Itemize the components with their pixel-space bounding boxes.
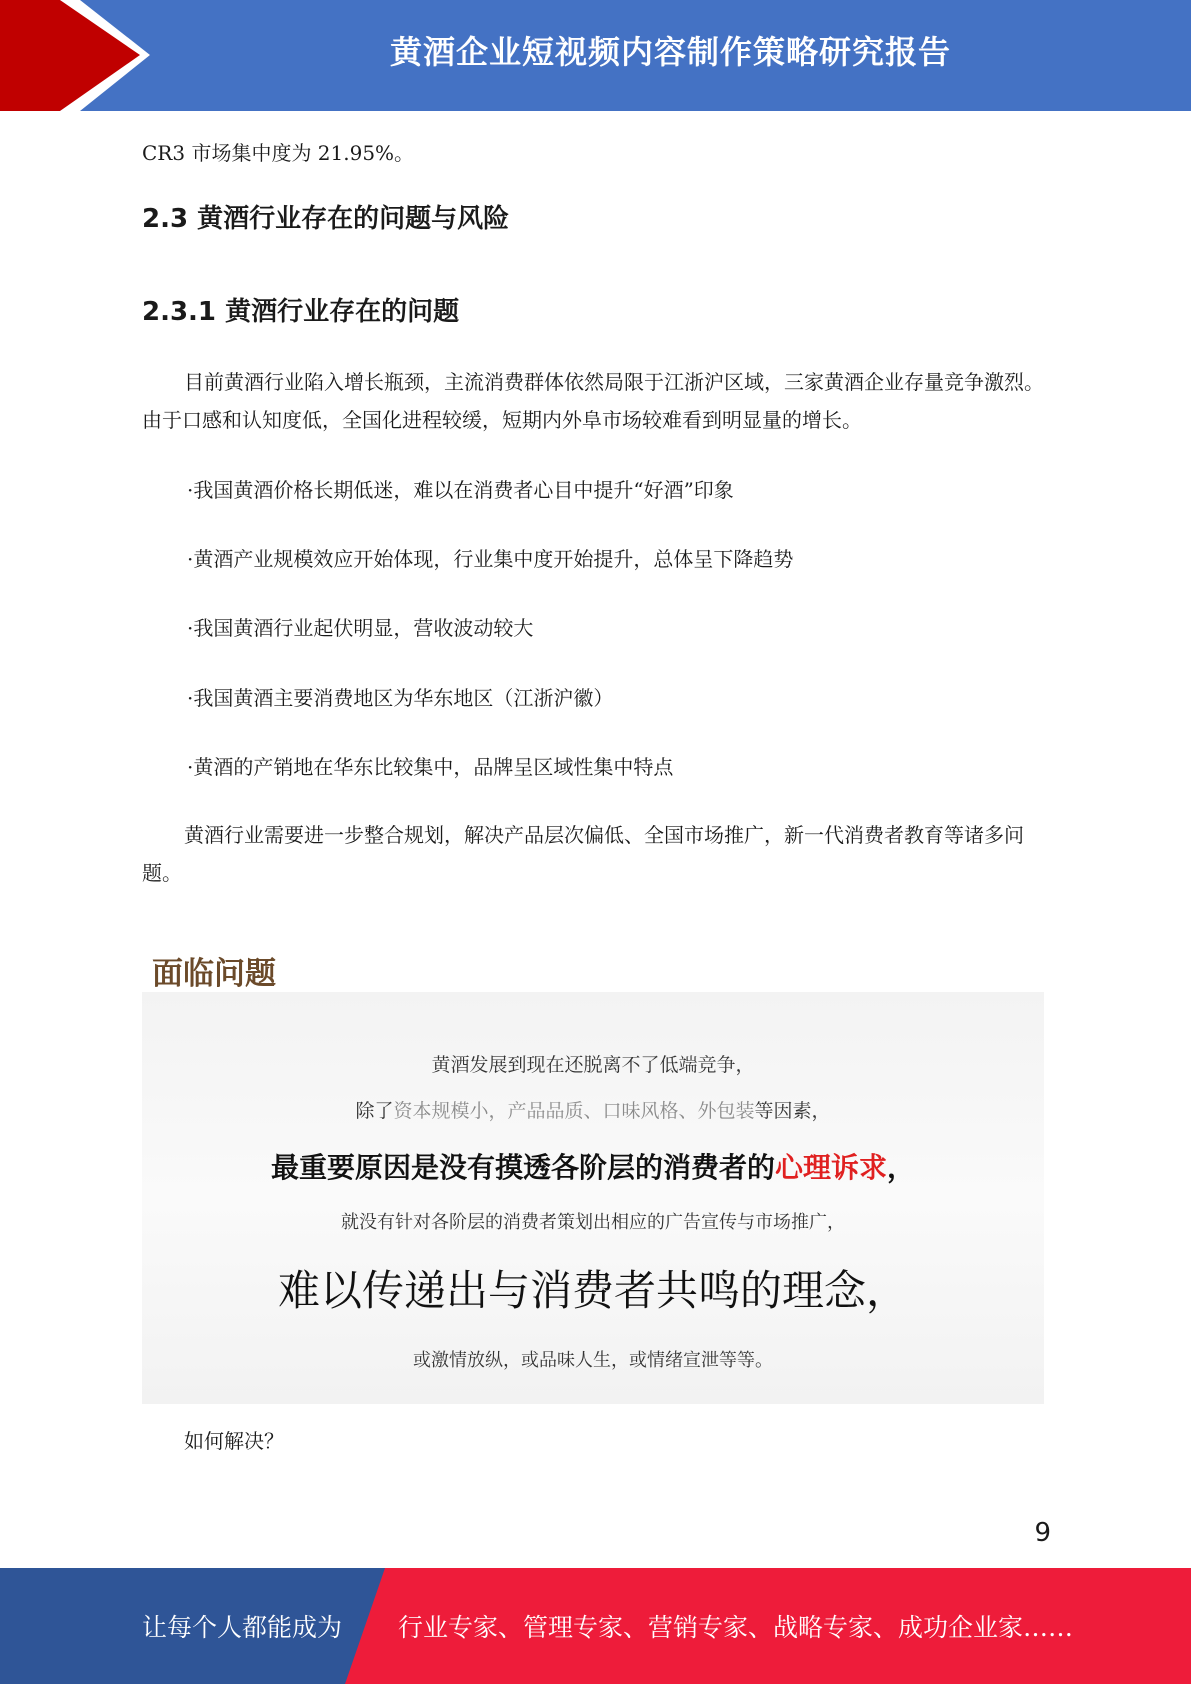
closing-question: 如何解决？ [184,1429,284,1453]
figure-line-4: 就没有针对各阶层的消费者策划出相应的广告宣传与市场推广， [341,1212,845,1233]
paragraph-1: 目前黄酒行业陷入增长瓶颈，主流消费群体依然局限于江浙沪区域，三家黄酒企业存量竞争激烈。由于口感和认知度低，全国化进程较缓，短期内外阜市场较难看到明显量的增长。 [142,370,1044,432]
section-heading: 2.3 黄酒行业存在的问题与风险 [142,204,510,234]
figure-line-2-gray: 资本规模小，产品品质、口味风格、外包装 [393,1100,755,1122]
footer-slogan-right: 行业专家、管理专家、营销专家、战略专家、成功企业家…… [398,1613,1074,1642]
figure-line-3-highlight: 心理诉求 [774,1151,887,1184]
paragraph-2: 黄酒行业需要进一步整合规划，解决产品层次偏低、全国市场推广，新一代消费者教育等诸多问题。 [142,823,1024,885]
page-header [0,0,1191,111]
figure-line-2 [142,1096,1044,1123]
bullet-item: ·我国黄酒主要消费地区为华东地区（江浙沪徽） [187,686,614,710]
bullet-item: ·黄酒产业规模效应开始体现，行业集中度开始提升，总体呈下降趋势 [187,547,794,571]
figure-line-3-suffix: ， [887,1151,916,1184]
figure-title: 面临问题 [152,956,276,992]
figure-line-3 [142,1146,1044,1186]
footer-slogan-left: 让每个人都能成为 [142,1613,343,1642]
bullet-item: ·黄酒的产销地在华东比较集中，品牌呈区域性集中特点 [187,755,674,779]
intro-line: CR3 市场集中度为 21.95%。 [142,141,415,165]
subsection-heading: 2.3.1 黄酒行业存在的问题 [142,297,460,327]
figure-line-1: 黄酒发展到现在还脱离不了低端竞争， [431,1054,755,1076]
figure-line-2-prefix: 除了 [355,1100,394,1122]
figure-line-2-suffix: 等因素， [754,1100,831,1122]
figure-line-3-prefix: 最重要原因是没有摸透各阶层的消费者的 [270,1151,775,1184]
problems-figure [142,940,1044,1404]
page-number: 9 [1034,1518,1051,1548]
page-footer [0,1568,1191,1684]
figure-line-6: 或激情放纵，或品味人生，或情绪宣泄等等。 [413,1350,773,1371]
bullet-item: ·我国黄酒价格长期低迷，难以在消费者心目中提升“好酒”印象 [187,478,734,502]
bullet-item: ·我国黄酒行业起伏明显，营收波动较大 [187,616,534,640]
report-title: 黄酒企业短视频内容制作策略研究报告 [389,33,951,71]
figure-line-5: 难以传递出与消费者共鸣的理念， [277,1266,908,1315]
